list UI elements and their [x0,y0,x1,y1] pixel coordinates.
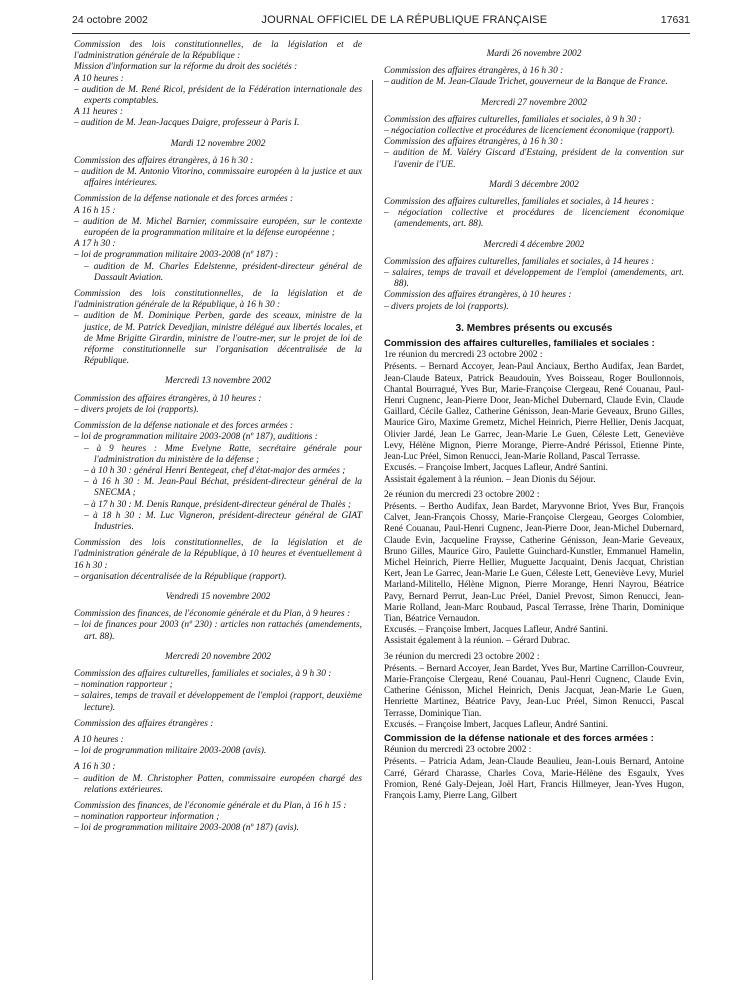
paragraph: – divers projets de loi (rapports). [384,301,509,312]
session-date: Mardi 12 novembre 2002 [170,138,266,149]
paragraph: Commission de la défense nationale et des forces armées : [74,421,294,432]
paragraph: – salaires, temps de travail et développement de l'emploi (rapport, deuxième lecture). [74,691,362,713]
paragraph: Présents. – Bertho Audifax, Jean Bardet, Maryvonne Briot, Yves Bur, François Calvet, Jean-François Chossy, Marie-Françoise Clergeau, Georges Colombier, René Couanau, Paul-Henri Cugnenc, Jean-Pierre Door, Jean-Michel Dubernard, Claude Evin, Jacqueline Fraysse, Catherine Génisson, Jean-Marie Geveaux, Bruno Gilles, Maurice Giro, Paulette Guinchard-Kunstler, Emmanuel Hamelin, Michel Heinrich, Pierre Hellier, Muguette Jacquaint, Denis Jacquat, Christian Kert, Jean Le Garrec, Jean-Marie Le Guen, Céleste Lett, Geneviève Levy, Muriel Marland-Militello, Hélène Mignon, Pierre Morange, Henri Nayrou, Béatrice Pavy, Bernard Perrut, Jean-Luc Préel, Daniel Prevost, Simon Renucci, Jean-Marie Rolland, Jean-Marc Roubaud, Pascal Terrasse, Irène Tharin, Dominique Tian, Béatrice Vernaudon. [384,500,684,623]
paragraph: – loi de programmation militaire 2003-2008 (nº 187) (avis). [74,823,299,834]
paragraph: – audition de M. Jean-Claude Trichet, gouverneur de la Banque de France. [384,77,668,88]
paragraph: – négociation collective et procédures de licenciement économique (amendements, art. 88). [384,208,684,230]
paragraph: Commission des affaires culturelles, familiales et sociales, à 9 h 30 : [384,114,642,125]
paragraph: – à 18 h 30 : M. Luc Vigneron, président-directeur général de GIAT Industries. [84,510,362,532]
paragraph: Excusés. – Françoise Imbert, Jacques Lafleur, André Santini. [384,718,608,729]
paragraph: – négociation collective et procédures de licenciement économique (rapport). [384,126,675,137]
paragraph: – salaires, temps de travail et développement de l'emploi (amendements, art. 88). [384,268,684,290]
paragraph: Commission des affaires étrangères, à 16 h 30 : [74,155,254,166]
journal-title: JOURNAL OFFICIEL DE LA RÉPUBLIQUE FRANÇAISE [261,14,548,26]
paragraph: – à 10 h 30 : général Henri Bentegeat, chef d'état-major des armées ; [84,465,346,476]
paragraph: A 10 heures : [74,73,124,84]
paragraph: Excusés. – Françoise Imbert, Jacques Lafleur, André Santini. [384,462,608,473]
paragraph: – à 17 h 30 : M. Denis Ranque, président-directeur général de Thalès ; [84,499,352,510]
paragraph: A 16 h 15 : [74,205,116,216]
paragraph: Commission des lois constitutionnelles, de la législation et de l'administration générale de la République, à 10 heures et éventuellement à 16 h 30 : [74,538,362,571]
session-date: Mercredi 20 novembre 2002 [165,651,271,662]
paragraph: – à 9 heures : Mme Evelyne Ratte, secrétaire générale pour l'administration du ministère de la défense ; [84,443,362,465]
session-date: Mardi 26 novembre 2002 [486,49,582,59]
paragraph: – audition de M. Valéry Giscard d'Estaing, président de la convention sur l'avenir de l'UE. [384,148,684,170]
paragraph: – audition de M. Antonio Vitorino, commissaire européen à la justice et aux affaires intérieures. [74,167,362,189]
paragraph: Commission des affaires étrangères, à 16 h 30 : [384,66,564,77]
paragraph: Commission des affaires étrangères, à 16 h 30 : [384,137,564,148]
session-date: Mercredi 4 décembre 2002 [483,239,585,250]
paragraph: Commission des affaires culturelles, familiales et sociales, à 14 heures : [384,197,655,208]
paragraph: A 11 heures : [74,107,124,118]
paragraph: Mission d'information sur la réforme du droit des sociétés : [74,62,298,73]
paragraph: – audition de M. Dominique Perben, garde des sceaux, ministre de la justice, de M. Patrick Devedjian, ministre délégué aux libertés locales, et de Mme Brigitte Girardin, ministre de l'outre-mer, sur le projet de loi de réforme constitutionnelle sur l'organisation décentralisée de la République. [74,311,362,367]
paragraph: – loi de programmation militaire 2003-2008 (avis). [74,746,267,757]
paragraph: A 17 h 30 : [74,239,116,250]
paragraph: Présents. – Patricia Adam, Jean-Claude Beaulieu, Jean-Louis Bernard, Antoine Carré, Gérard Charasse, Charles Cova, Marie-Hélène des Esgaulx, Yves Fromion, René Galy-Dejean, Joël Hart, Francis Hillmeyer, Jean-Yves Hugon, François Lamy, Pierre Lang, Gilbert [384,756,684,800]
paragraph: Commission des affaires étrangères : [74,718,214,729]
paragraph: – divers projets de loi (rapports). [74,404,199,415]
paragraph: – audition de M. Christopher Patten, commissaire européen chargé des relations extérieures. [74,773,362,795]
paragraph: – audition de M. René Ricol, président de la Fédération internationale des experts comptables. [74,84,362,107]
paragraph: – loi de programmation militaire 2003-2008 (nº 187) : [74,250,279,261]
paragraph: 3e réunion du mercredi 23 octobre 2002 : [384,651,540,662]
header-rule [72,33,690,34]
paragraph: – organisation décentralisée de la République (rapport). [74,571,287,582]
page-number: 17631 [660,14,690,26]
paragraph: Assistait également à la réunion. – Jean Dionis du Séjour. [384,473,596,484]
paragraph: A 10 heures : [74,734,124,745]
column-divider [372,80,373,980]
section-heading: 3. Membres présents ou excusés [455,322,613,334]
paragraph: A 16 h 30 : [74,762,116,773]
paragraph: Présents. – Bernard Accoyer, Jean Bardet, Yves Bur, Martine Carrillon-Couvreur, Marie-Françoise Clergeau, René Couanau, Paul-Henri Cugnenc, Claude Evin, Catherine Génisson, Michel Heinrich, Denis Jacquat, Jean-Marie Le Guen, Henriette Martinez, Béatrice Pavy, Jean-Luc Préel, Simon Renucci, Pascal Terrasse, Dominique Tian. [384,662,684,718]
paragraph: – loi de programmation militaire 2003-2008 (nº 187), auditions : [74,432,318,443]
paragraph: Commission des affaires culturelles, familiales et sociales, à 14 heures : [384,256,655,267]
session-date: Mercredi 27 novembre 2002 [481,97,587,108]
paragraph: – nomination rapporteur ; [74,680,173,691]
session-date: Mardi 3 décembre 2002 [489,179,579,190]
paragraph: – audition de M. Charles Edelstenne, président-directeur général de Dassault Aviation. [84,261,362,283]
paragraph: – à 16 h 30 : M. Jean-Paul Béchat, président-directeur général de la SNECMA ; [84,477,362,499]
paragraph: Réunion du mercredi 23 octobre 2002 : [384,745,532,756]
paragraph: Commission des lois constitutionnelles, de la législation et de l'administration générale de la République, à 16 h 30 : [74,289,362,311]
paragraph: Commission des finances, de l'économie générale et du Plan, à 9 heures : [74,609,351,620]
session-date: Mercredi 13 novembre 2002 [165,376,271,387]
paragraph: Commission de la défense nationale et des forces armées : [74,194,294,205]
paragraph: Présents. – Bernard Accoyer, Jean-Paul Anciaux, Bertho Audifax, Jean Bardet, Jean-Claude Bateux, Patrick Beaudouin, Yves Boisseau, Roger Boullonnois, Chantal Bourragué, Yves Bur, Marie-Françoise Clergeau, René Couanau, Paul-Henri Cugnenc, Jean-Pierre Door, Jean-Michel Dubernard, Claude Evin, Claude Gaillard, Cécile Gallez, Catherine Génisson, Jean-Marie Geveaux, Bruno Gilles, Maurice Giro, Maxime Gremetz, Michel Heinrich, Pierre Hellier, Denis Jacquat, Olivier Jardé, Jean Le Garrec, Jean-Marie Le Guen, Céleste Lett, Geneviève Levy, Hélène Mignon, Pierre Morange, Pierre-André Périssol, Etienne Pinte, Jean-Luc Préel, Simon Renucci, Jean-Marie Rolland, Pascal Terrasse. [384,361,684,462]
paragraph: Commission des affaires étrangères, à 10 heures : [74,393,262,404]
session-date: Vendredi 15 novembre 2002 [165,591,271,602]
page-header [72,12,690,28]
paragraph: 1re réunion du mercredi 23 octobre 2002 : [384,350,543,361]
commission-heading: Commission de la défense nationale et des forces armées : [384,732,654,744]
header-date: 24 octobre 2002 [72,14,148,26]
paragraph: Commission des lois constitutionnelles, de la législation et de l'administration générale de la République : [74,40,362,62]
paragraph: – audition de M. Michel Barnier, commissaire européen, sur le contexte européen de la programmation militaire et la défense européenne ; [74,216,362,239]
paragraph: Commission des affaires culturelles, familiales et sociales, à 9 h 30 : [74,668,332,679]
paragraph: Commission des affaires étrangères, à 10 heures : [384,290,572,301]
paragraph: Assistait également à la réunion. – Gérard Dubrac. [384,635,570,646]
commission-heading: Commission des affaires culturelles, familiales et sociales : [384,338,655,350]
paragraph: 2e réunion du mercredi 23 octobre 2002 : [384,489,540,500]
paragraph: Commission des finances, de l'économie générale et du Plan, à 16 h 15 : [74,800,347,811]
paragraph: – loi de finances pour 2003 (nº 230) : articles non rattachés (amendements, art. 88). [74,620,362,642]
paragraph: – audition de M. Jean-Jacques Daigre, professeur à Paris I. [74,118,300,129]
right-column [384,40,684,801]
left-column [74,40,362,835]
paragraph: Excusés. – Françoise Imbert, Jacques Lafleur, André Santini. [384,624,608,635]
paragraph: – nomination rapporteur information ; [74,812,220,823]
